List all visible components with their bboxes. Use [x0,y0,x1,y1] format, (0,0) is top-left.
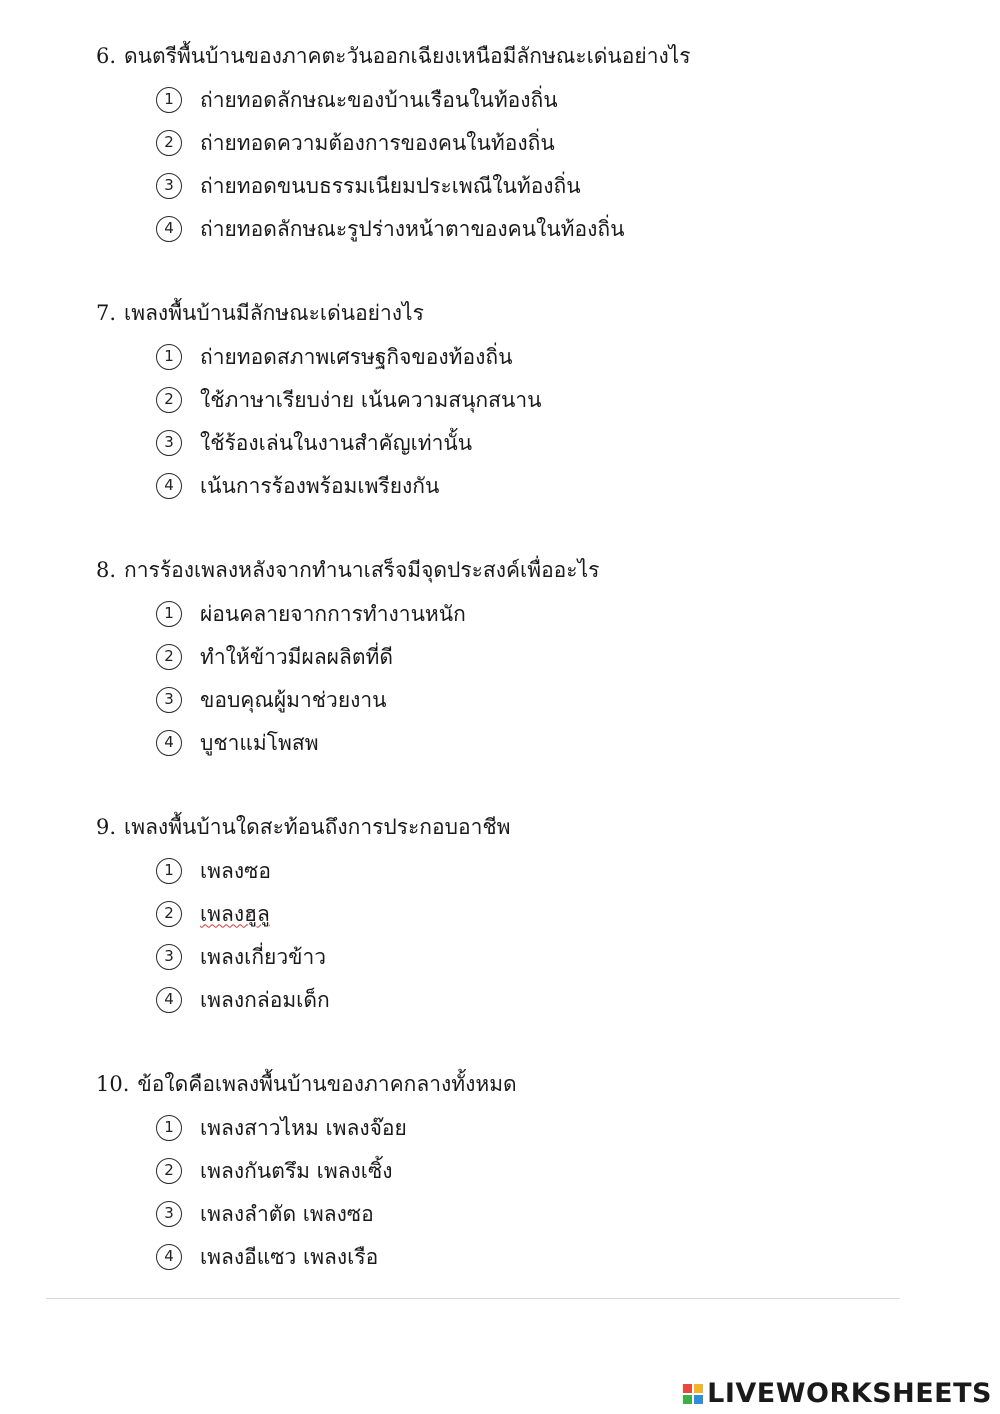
question-prompt: เพลงพื้นบ้านใดสะท้อนถึงการประกอบอาชีพ [124,815,511,839]
option-radio[interactable]: 3 [156,430,182,456]
answer-options [156,78,956,250]
option-label: เพลงอีแซว เพลงเรือ [200,1244,379,1269]
question-text [96,813,956,841]
question-6 [96,42,956,250]
question-number: 10. [96,1072,130,1096]
answer-option[interactable] [156,1149,956,1192]
option-label: เพลงสาวไหม เพลงจ๊อย [200,1115,407,1140]
option-radio[interactable]: 3 [156,173,182,199]
question-10 [96,1070,956,1278]
question-prompt: ข้อใดคือเพลงพื้นบ้านของภาคกลางทั้งหมด [137,1072,517,1096]
answer-option[interactable] [156,421,956,464]
option-label: ขอบคุณผู้มาช่วยงาน [200,687,387,712]
option-radio[interactable]: 3 [156,1201,182,1227]
answer-option[interactable] [156,892,956,935]
answer-option[interactable] [156,464,956,507]
question-number: 6. [96,44,117,68]
option-radio[interactable]: 4 [156,216,182,242]
answer-option[interactable] [156,121,956,164]
question-7 [96,299,956,507]
answer-option[interactable] [156,978,956,1021]
answer-option[interactable] [156,78,956,121]
answer-option[interactable] [156,635,956,678]
option-radio[interactable]: 1 [156,601,182,627]
option-label: เน้นการร้องพร้อมเพรียงกัน [200,473,440,498]
question-prompt: เพลงพื้นบ้านมีลักษณะเด่นอย่างไร [124,301,424,325]
option-label: ใช้ภาษาเรียบง่าย เน้นความสนุกสนาน [200,387,542,412]
option-radio[interactable]: 4 [156,473,182,499]
answer-options [156,1106,956,1278]
logo-square-icon [683,1384,692,1393]
question-9 [96,813,956,1021]
option-label: เพลงเกี่ยวข้าว [200,944,327,969]
brand-footer[interactable] [683,1378,992,1409]
liveworksheets-logo-icon [683,1384,703,1404]
answer-option[interactable] [156,1106,956,1149]
option-radio[interactable]: 3 [156,687,182,713]
answer-option[interactable] [156,207,956,250]
logo-square-icon [683,1395,692,1404]
option-radio[interactable]: 1 [156,87,182,113]
logo-square-icon [694,1384,703,1393]
footer-divider [46,1298,900,1299]
logo-square-icon [694,1395,703,1404]
option-label: ผ่อนคลายจากการทำงานหนัก [200,601,466,626]
question-8 [96,556,956,764]
question-text [96,42,956,70]
question-text [96,299,956,327]
answer-option[interactable] [156,164,956,207]
option-radio[interactable]: 4 [156,730,182,756]
question-number: 9. [96,815,117,839]
option-radio[interactable]: 2 [156,644,182,670]
option-radio[interactable]: 1 [156,1115,182,1141]
option-radio[interactable]: 2 [156,1158,182,1184]
answer-option[interactable] [156,721,956,764]
answer-option[interactable] [156,335,956,378]
option-radio[interactable]: 2 [156,130,182,156]
option-label: เพลงกันตรึม เพลงเซิ้ง [200,1158,393,1183]
option-label: เพลงลำตัด เพลงซอ [200,1201,374,1226]
option-label: เพลงซอ [200,858,272,883]
brand-wordmark: LIVEWORKSHEETS [707,1378,992,1409]
option-label: ถ่ายทอดความต้องการของคนในท้องถิ่น [200,130,555,155]
option-label: ถ่ายทอดลักษณะรูปร่างหน้าตาของคนในท้องถิ่น [200,216,625,241]
answer-option[interactable] [156,1192,956,1235]
answer-option[interactable] [156,678,956,721]
answer-option[interactable] [156,378,956,421]
answer-options [156,849,956,1021]
option-radio[interactable]: 4 [156,987,182,1013]
option-radio[interactable]: 4 [156,1244,182,1270]
question-text [96,1070,956,1098]
question-number: 7. [96,301,117,325]
option-label: ทำให้ข้าวมีผลผลิตที่ดี [200,644,393,669]
question-prompt: ดนตรีพื้นบ้านของภาคตะวันออกเฉียงเหนือมีลักษณะเด่นอย่างไร [124,44,691,68]
option-radio[interactable]: 1 [156,858,182,884]
option-label: ถ่ายทอดสภาพเศรษฐกิจของท้องถิ่น [200,344,513,369]
option-label: ถ่ายทอดขนบธรรมเนียมประเพณีในท้องถิ่น [200,173,581,198]
answer-option[interactable] [156,592,956,635]
option-label: บูชาแม่โพสพ [200,730,319,755]
option-label: ถ่ายทอดลักษณะของบ้านเรือนในท้องถิ่น [200,87,558,112]
option-radio[interactable]: 3 [156,944,182,970]
answer-options [156,335,956,507]
option-radio[interactable]: 2 [156,387,182,413]
option-radio[interactable]: 2 [156,901,182,927]
answer-option[interactable] [156,849,956,892]
option-label: เพลงกล่อมเด็ก [200,987,330,1012]
answer-options [156,592,956,764]
answer-option[interactable] [156,1235,956,1278]
option-radio[interactable]: 1 [156,344,182,370]
option-label: ใช้ร้องเล่นในงานสำคัญเท่านั้น [200,430,473,455]
question-text [96,556,956,584]
question-number: 8. [96,558,117,582]
answer-option[interactable] [156,935,956,978]
question-prompt: การร้องเพลงหลังจากทำนาเสร็จมีจุดประสงค์เพื่ออะไร [124,558,600,582]
option-label: เพลงฮูลู [200,901,270,926]
